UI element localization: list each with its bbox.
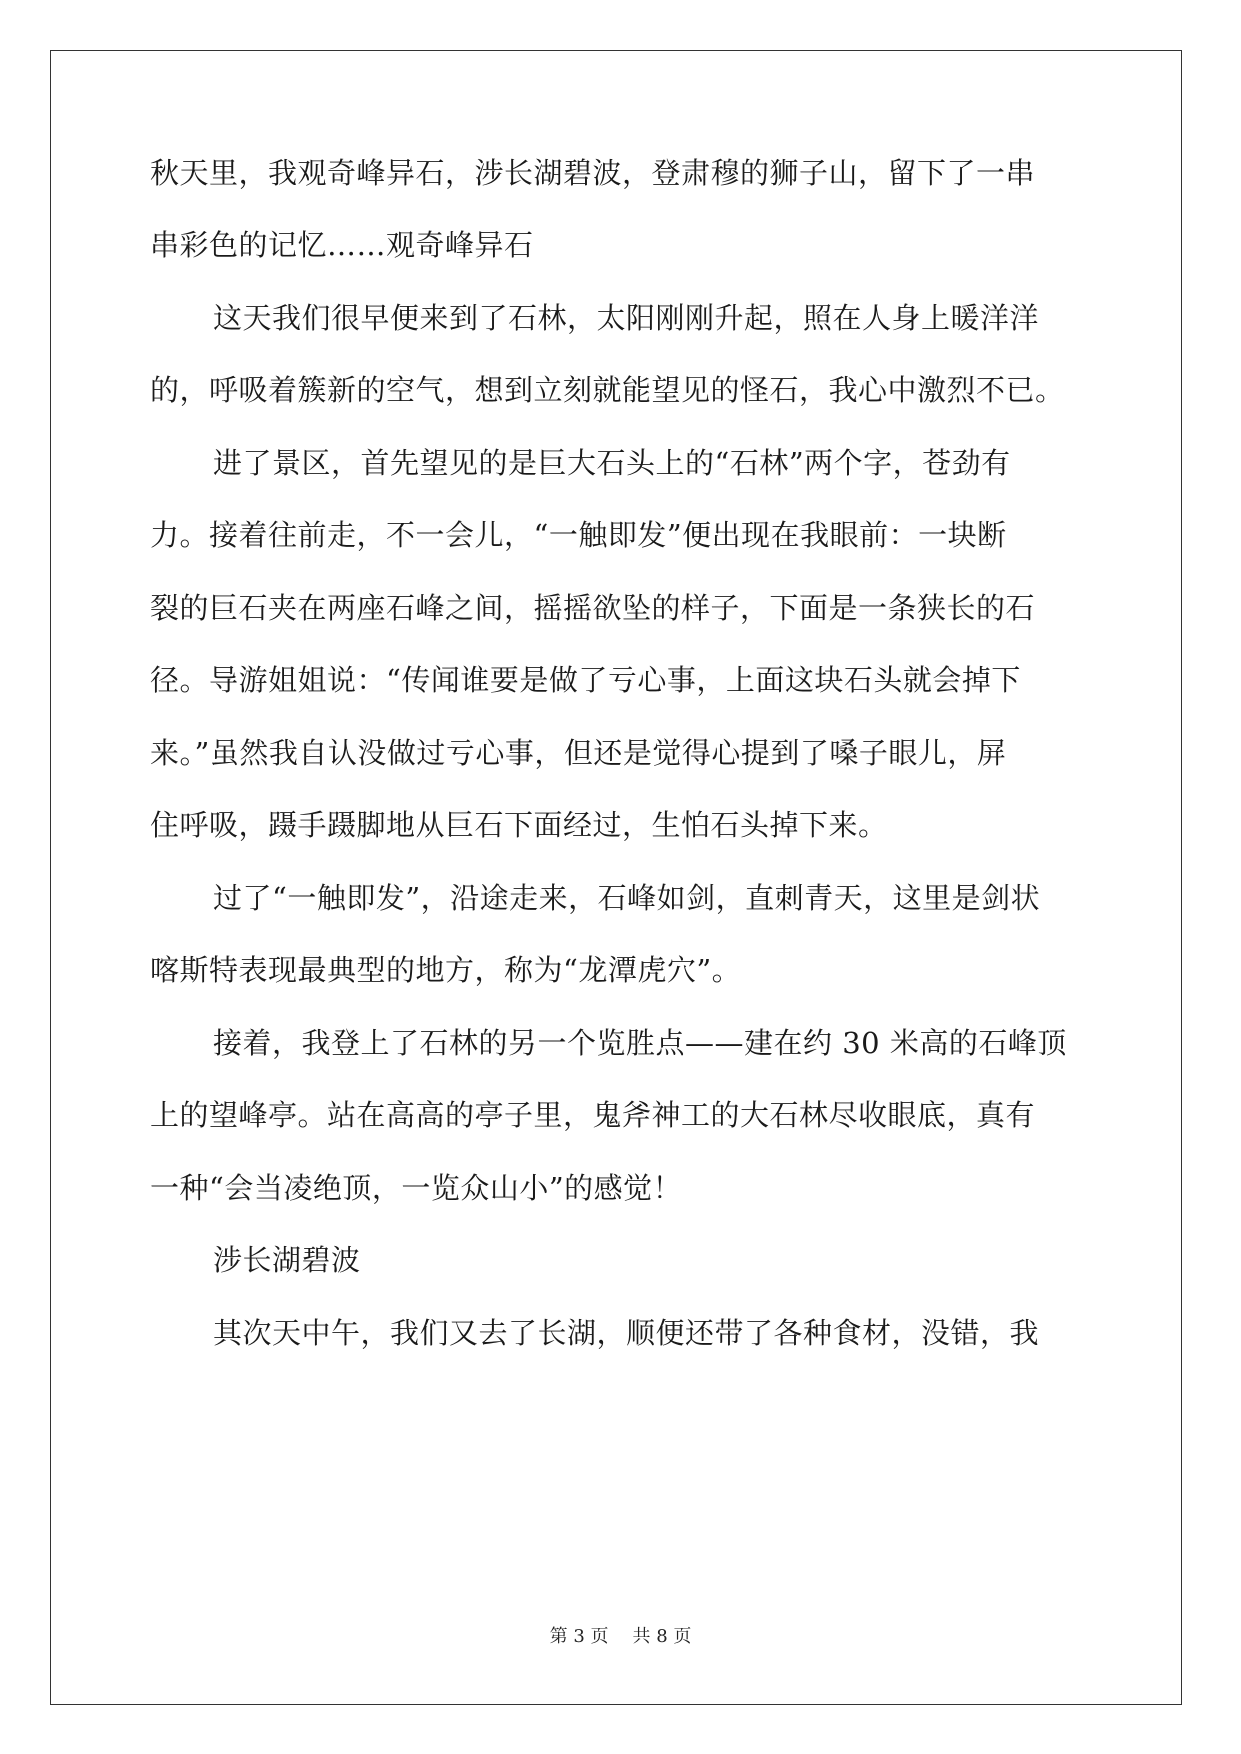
page-number: 第 3 页 bbox=[549, 1626, 609, 1647]
page-footer bbox=[0, 1625, 1241, 1649]
section-heading: 涉长湖碧波 bbox=[213, 1243, 361, 1277]
text-line: 上的望峰亭。站在高高的亭子里，鬼斧神工的大石林尽收眼底，真有 bbox=[150, 1098, 1036, 1132]
text-line: 喀斯特表现最典型的地方，称为“龙潭虎穴”。 bbox=[150, 953, 742, 987]
text-line: 的，呼吸着簇新的空气，想到立刻就能望见的怪石，我心中激烈不已。 bbox=[150, 373, 1065, 407]
page-total: 共 8 页 bbox=[632, 1626, 692, 1647]
text-line: 力。接着往前走，不一会儿，“一触即发”便出现在我眼前：一块断 bbox=[150, 518, 1007, 552]
text-line: 住呼吸，蹑手蹑脚地从巨石下面经过，生怕石头掉下来。 bbox=[150, 808, 888, 842]
text-line: 秋天里，我观奇峰异石，涉长湖碧波，登肃穆的狮子山，留下了一串 bbox=[150, 156, 1036, 190]
paragraph-start: 这天我们很早便来到了石林，太阳刚刚升起，照在人身上暖洋洋 bbox=[213, 301, 1040, 335]
text-line: 串彩色的记忆……观奇峰异石 bbox=[150, 228, 534, 262]
text-line: 裂的巨石夹在两座石峰之间，摇摇欲坠的样子，下面是一条狭长的石 bbox=[150, 591, 1036, 625]
text-line: 一种“会当凌绝顶，一览众山小”的感觉！ bbox=[150, 1171, 683, 1205]
paragraph-start: 接着，我登上了石林的另一个览胜点——建在约 30 米高的石峰顶 bbox=[213, 1026, 1067, 1060]
text-line: 径。导游姐姐说：“传闻谁要是做了亏心事，上面这块石头就会掉下 bbox=[150, 663, 1021, 697]
text-line: 来。”虽然我自认没做过亏心事，但还是觉得心提到了嗓子眼儿，屏 bbox=[150, 736, 1007, 770]
paragraph-start: 过了“一触即发”，沿途走来，石峰如剑，直刺青天，这里是剑状 bbox=[213, 881, 1041, 915]
paragraph-start: 进了景区，首先望见的是巨大石头上的“石林”两个字，苍劲有 bbox=[213, 446, 1011, 480]
paragraph-start: 其次天中午，我们又去了长湖，顺便还带了各种食材，没错，我 bbox=[213, 1316, 1040, 1350]
